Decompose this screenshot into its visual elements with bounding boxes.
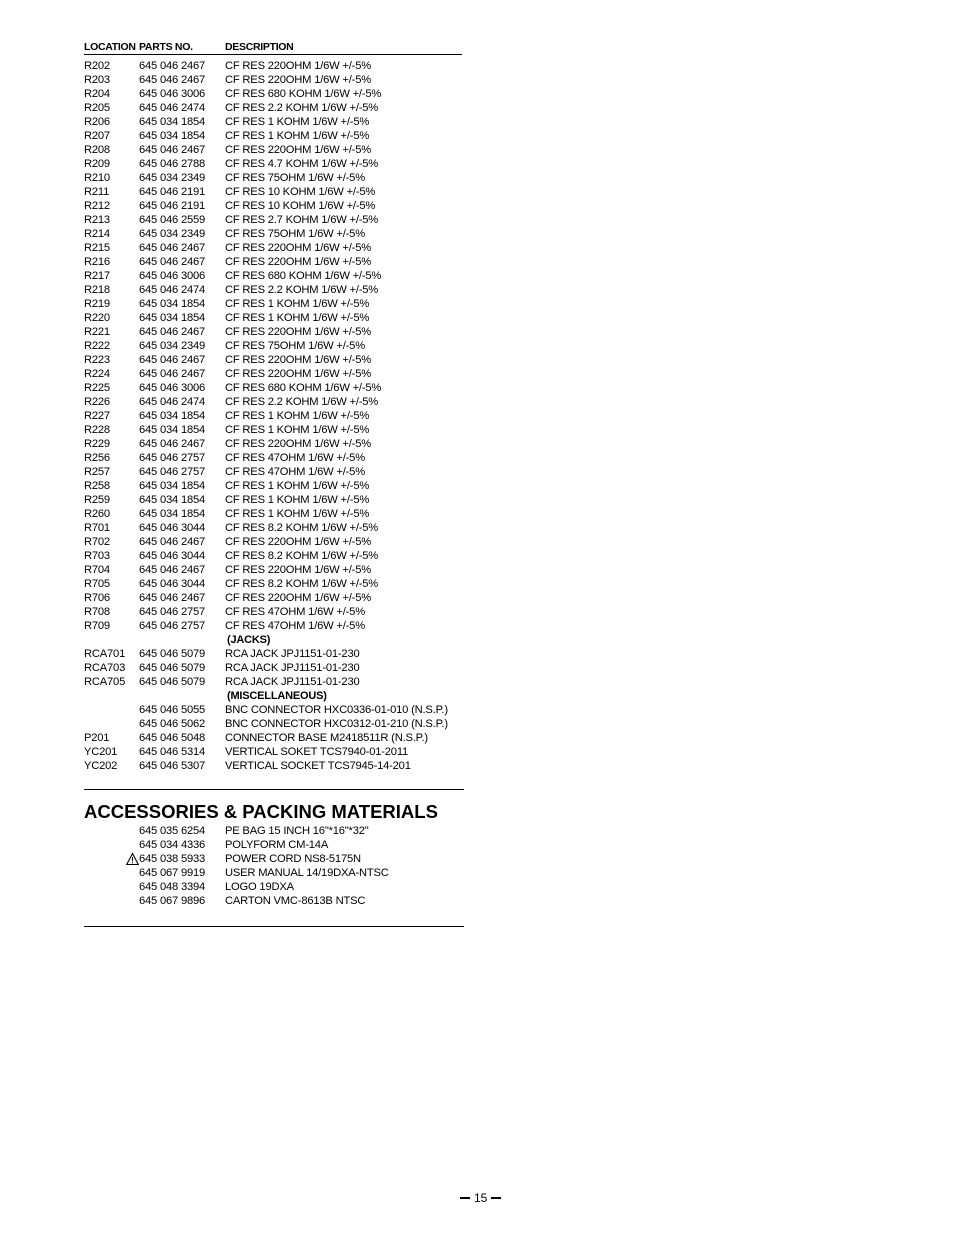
table-row (84, 59, 464, 73)
page-number-dash-left (460, 1197, 470, 1199)
table-row (84, 675, 464, 689)
cell-location: YC202 (84, 760, 118, 772)
cell-location: R259 (84, 494, 110, 506)
cell-location: R228 (84, 424, 110, 436)
parts-no-text: 645 035 6254 (139, 825, 206, 837)
table-row (84, 353, 464, 367)
cell-parts-no: 645 046 3044 (139, 578, 206, 590)
cell-parts-no: 645 046 2467 (139, 592, 206, 604)
cell-location: R209 (84, 158, 110, 170)
accessory-row (84, 880, 464, 894)
cell-location (84, 894, 139, 908)
cell-parts-no (139, 894, 225, 908)
section-divider-bottom (84, 926, 464, 927)
cell-location (84, 824, 139, 838)
cell-parts-no: 645 046 2757 (139, 466, 206, 478)
cell-description: CF RES 47OHM 1/6W +/-5% (225, 452, 365, 464)
table-row (84, 437, 464, 451)
cell-parts-no: 645 034 2349 (139, 172, 206, 184)
cell-description: RCA JACK JPJ1151-01-230 (225, 648, 360, 660)
cell-parts-no: 645 034 1854 (139, 312, 206, 324)
cell-description: CF RES 220OHM 1/6W +/-5% (225, 564, 371, 576)
cell-parts-no: 645 034 1854 (139, 410, 206, 422)
cell-location: R227 (84, 410, 110, 422)
table-row (84, 157, 464, 171)
cell-location: R257 (84, 466, 110, 478)
cell-description: CF RES 8.2 KOHM 1/6W +/-5% (225, 578, 379, 590)
cell-description: CF RES 75OHM 1/6W +/-5% (225, 340, 365, 352)
cell-description: CF RES 220OHM 1/6W +/-5% (225, 256, 371, 268)
table-row (84, 591, 464, 605)
cell-parts-no: 645 046 2467 (139, 438, 206, 450)
cell-description: POLYFORM CM-14A (225, 839, 329, 851)
table-row (84, 661, 464, 675)
cell-location: R222 (84, 340, 110, 352)
cell-description: PE BAG 15 INCH 16"*16"*32" (225, 825, 369, 837)
cell-parts-no: 645 046 2757 (139, 606, 206, 618)
cell-location: R207 (84, 130, 110, 142)
cell-parts-no: 645 046 5307 (139, 760, 206, 772)
cell-location (84, 703, 139, 717)
cell-location: R709 (84, 620, 110, 632)
table-row (84, 269, 464, 283)
cell-parts-no: 645 034 1854 (139, 116, 206, 128)
cell-location: R215 (84, 242, 110, 254)
cell-description: CF RES 1 KOHM 1/6W +/-5% (225, 494, 370, 506)
cell-description: CF RES 10 KOHM 1/6W +/-5% (225, 200, 376, 212)
cell-parts-no: 645 046 3044 (139, 522, 206, 534)
accessories-list (84, 824, 464, 908)
cell-location: R216 (84, 256, 110, 268)
parts-no-text: 645 067 9896 (139, 895, 206, 907)
cell-description: CF RES 220OHM 1/6W +/-5% (225, 354, 371, 366)
cell-description: VERTICAL SOKET TCS7940-01-2011 (225, 746, 409, 758)
table-row (84, 255, 464, 269)
cell-description: CF RES 220OHM 1/6W +/-5% (225, 438, 371, 450)
table-row (84, 283, 464, 297)
cell-parts-no: 645 046 2191 (139, 200, 206, 212)
cell-parts-no: 645 046 2467 (139, 564, 206, 576)
table-row (84, 325, 464, 339)
cell-description: CF RES 10 KOHM 1/6W +/-5% (225, 186, 376, 198)
cell-location: P201 (84, 732, 110, 744)
cell-location: R221 (84, 326, 110, 338)
cell-description: CF RES 1 KOHM 1/6W +/-5% (225, 410, 370, 422)
table-row (84, 423, 464, 437)
cell-parts-no: 645 034 1854 (139, 130, 206, 142)
page-number (456, 1191, 505, 1205)
cell-parts-no: 645 046 3006 (139, 88, 206, 100)
cell-parts-no: 645 046 5055 (139, 704, 206, 716)
table-row (84, 563, 464, 577)
cell-description: CF RES 220OHM 1/6W +/-5% (225, 368, 371, 380)
cell-parts-no (139, 838, 225, 852)
cell-location: R219 (84, 298, 110, 310)
table-row (84, 199, 464, 213)
cell-parts-no: 645 046 2757 (139, 452, 206, 464)
cell-parts-no: 645 046 5048 (139, 732, 206, 744)
cell-parts-no: 645 046 3044 (139, 550, 206, 562)
cell-parts-no: 645 034 1854 (139, 480, 206, 492)
cell-description: USER MANUAL 14/19DXA-NTSC (225, 867, 389, 879)
cell-location: R206 (84, 116, 110, 128)
cell-description: CF RES 4.7 KOHM 1/6W +/-5% (225, 158, 379, 170)
page-number-dash-right (491, 1197, 501, 1199)
header-location: LOCATION (84, 41, 136, 53)
cell-description: RCA JACK JPJ1151-01-230 (225, 662, 360, 674)
cell-location: R229 (84, 438, 110, 450)
table-row (84, 577, 464, 591)
header-description: DESCRIPTION (225, 41, 294, 53)
cell-parts-no: 645 034 2349 (139, 228, 206, 240)
cell-description: CF RES 1 KOHM 1/6W +/-5% (225, 130, 370, 142)
table-row (84, 115, 464, 129)
table-row (84, 409, 464, 423)
table-row (84, 227, 464, 241)
cell-description: CF RES 1 KOHM 1/6W +/-5% (225, 312, 370, 324)
cell-location: R224 (84, 368, 110, 380)
cell-description: LOGO 19DXA (225, 881, 294, 893)
section-heading: (JACKS) (227, 634, 271, 646)
cell-location: R213 (84, 214, 110, 226)
cell-parts-no: 645 034 1854 (139, 298, 206, 310)
table-row (84, 479, 464, 493)
cell-location: R203 (84, 74, 110, 86)
cell-location: R702 (84, 536, 110, 548)
cell-parts-no: 645 046 2191 (139, 186, 206, 198)
table-row (84, 493, 464, 507)
cell-location: R708 (84, 606, 110, 618)
table-row (84, 647, 464, 661)
cell-parts-no: 645 046 2467 (139, 368, 206, 380)
cell-location: R217 (84, 270, 110, 282)
cell-parts-no: 645 046 2467 (139, 144, 206, 156)
section-divider-top (84, 789, 464, 790)
accessory-row (84, 866, 464, 880)
cell-location: R202 (84, 60, 110, 72)
table-row (84, 311, 464, 325)
table-row (84, 339, 464, 353)
cell-parts-no: 645 046 2559 (139, 214, 206, 226)
table-row (84, 185, 464, 199)
cell-description: CF RES 680 KOHM 1/6W +/-5% (225, 88, 382, 100)
cell-location: RCA701 (84, 648, 126, 660)
cell-description: CF RES 1 KOHM 1/6W +/-5% (225, 116, 370, 128)
cell-parts-no: 645 046 2467 (139, 60, 206, 72)
cell-description: CF RES 220OHM 1/6W +/-5% (225, 326, 371, 338)
cell-location: R226 (84, 396, 110, 408)
table-row (84, 213, 464, 227)
cell-location (84, 838, 139, 852)
cell-description: CF RES 680 KOHM 1/6W +/-5% (225, 270, 382, 282)
cell-description: CONNECTOR BASE M2418511R (N.S.P.) (225, 732, 428, 744)
table-row (84, 367, 464, 381)
cell-description: CF RES 220OHM 1/6W +/-5% (225, 592, 371, 604)
cell-location: R210 (84, 172, 110, 184)
page-number-text: 15 (474, 1191, 488, 1205)
cell-location (84, 866, 139, 880)
cell-location: R214 (84, 228, 110, 240)
cell-location: R703 (84, 550, 110, 562)
table-row (84, 241, 464, 255)
cell-location: R705 (84, 578, 110, 590)
cell-description: CF RES 1 KOHM 1/6W +/-5% (225, 508, 370, 520)
cell-location: R223 (84, 354, 110, 366)
cell-description: CF RES 1 KOHM 1/6W +/-5% (225, 480, 370, 492)
cell-description: CF RES 220OHM 1/6W +/-5% (225, 144, 371, 156)
accessories-title: ACCESSORIES & PACKING MATERIALS (84, 801, 438, 822)
cell-location: R225 (84, 382, 110, 394)
cell-parts-no: 645 034 1854 (139, 424, 206, 436)
table-row (84, 395, 464, 409)
cell-location: R204 (84, 88, 110, 100)
table-row (84, 549, 464, 563)
cell-parts-no: 645 034 2349 (139, 340, 206, 352)
table-row (84, 759, 464, 773)
table-row (84, 703, 464, 717)
table-row (84, 73, 464, 87)
cell-description: CF RES 220OHM 1/6W +/-5% (225, 242, 371, 254)
cell-parts-no: 645 046 2467 (139, 326, 206, 338)
table-row (84, 129, 464, 143)
cell-location: RCA705 (84, 676, 126, 688)
cell-description: CF RES 2.2 KOHM 1/6W +/-5% (225, 284, 379, 296)
warning-triangle-icon (126, 852, 139, 866)
table-row (84, 143, 464, 157)
cell-parts-no: 645 046 2467 (139, 74, 206, 86)
parts-table-body (84, 59, 464, 773)
cell-parts-no: 645 046 5079 (139, 648, 206, 660)
cell-parts-no: 645 046 2474 (139, 284, 206, 296)
cell-description: CF RES 220OHM 1/6W +/-5% (225, 536, 371, 548)
table-row (84, 521, 464, 535)
section-heading: (MISCELLANEOUS) (227, 690, 327, 702)
cell-description: CF RES 47OHM 1/6W +/-5% (225, 466, 365, 478)
cell-location (84, 880, 139, 894)
table-row (84, 87, 464, 101)
cell-parts-no (139, 880, 225, 894)
cell-parts-no: 645 046 3006 (139, 382, 206, 394)
cell-location: R258 (84, 480, 110, 492)
table-row (84, 507, 464, 521)
table-row (84, 381, 464, 395)
table-row (84, 101, 464, 115)
cell-description: CF RES 680 KOHM 1/6W +/-5% (225, 382, 382, 394)
cell-description: VERTICAL SOCKET TCS7945-14-201 (225, 760, 411, 772)
parts-no-text: 645 048 3394 (139, 881, 206, 893)
accessory-row (84, 838, 464, 852)
cell-description: CF RES 220OHM 1/6W +/-5% (225, 74, 371, 86)
cell-parts-no: 645 046 2467 (139, 242, 206, 254)
cell-location: R205 (84, 102, 110, 114)
cell-parts-no: 645 046 2757 (139, 620, 206, 632)
parts-no-text: 645 067 9919 (139, 867, 206, 879)
cell-location: R706 (84, 592, 110, 604)
cell-parts-no: 645 046 2467 (139, 354, 206, 366)
cell-parts-no (139, 824, 225, 838)
cell-location: R218 (84, 284, 110, 296)
cell-description: CF RES 1 KOHM 1/6W +/-5% (225, 298, 370, 310)
cell-parts-no: 645 046 2788 (139, 158, 206, 170)
cell-location: R256 (84, 452, 110, 464)
cell-parts-no: 645 034 1854 (139, 508, 206, 520)
parts-list (84, 40, 464, 773)
header-parts-no: PARTS NO. (139, 41, 193, 53)
cell-description: CF RES 75OHM 1/6W +/-5% (225, 228, 365, 240)
cell-location (84, 717, 139, 731)
cell-description: CF RES 75OHM 1/6W +/-5% (225, 172, 365, 184)
cell-description: CF RES 2.2 KOHM 1/6W +/-5% (225, 396, 379, 408)
table-row (84, 297, 464, 311)
table-row (84, 171, 464, 185)
table-row (84, 731, 464, 745)
cell-location: R208 (84, 144, 110, 156)
table-row (84, 535, 464, 549)
cell-description: CF RES 2.2 KOHM 1/6W +/-5% (225, 102, 379, 114)
cell-location: R701 (84, 522, 110, 534)
cell-parts-no: 645 046 2467 (139, 536, 206, 548)
table-row (84, 745, 464, 759)
cell-description: CF RES 8.2 KOHM 1/6W +/-5% (225, 522, 379, 534)
cell-parts-no (139, 852, 225, 866)
cell-location: R212 (84, 200, 110, 212)
cell-description: CF RES 2.7 KOHM 1/6W +/-5% (225, 214, 379, 226)
parts-no-text: 645 034 4336 (139, 839, 206, 851)
table-row (84, 619, 464, 633)
cell-parts-no: 645 046 5079 (139, 662, 206, 674)
cell-parts-no: 645 046 3006 (139, 270, 206, 282)
cell-parts-no: 645 046 5062 (139, 718, 206, 730)
cell-location: R704 (84, 564, 110, 576)
cell-description: CF RES 220OHM 1/6W +/-5% (225, 60, 371, 72)
cell-parts-no: 645 046 2474 (139, 396, 206, 408)
cell-location: R220 (84, 312, 110, 324)
cell-location: R211 (84, 186, 110, 198)
cell-parts-no: 645 046 5314 (139, 746, 206, 758)
cell-description: CF RES 47OHM 1/6W +/-5% (225, 606, 365, 618)
cell-location: RCA703 (84, 662, 126, 674)
parts-no-text: 645 038 5933 (139, 853, 206, 865)
cell-parts-no (139, 866, 225, 880)
cell-location: R260 (84, 508, 110, 520)
parts-table-header (84, 40, 462, 55)
accessory-row (84, 824, 464, 838)
cell-parts-no: 645 034 1854 (139, 494, 206, 506)
table-row (84, 465, 464, 479)
cell-description: CF RES 8.2 KOHM 1/6W +/-5% (225, 550, 379, 562)
cell-location: YC201 (84, 746, 118, 758)
table-row (84, 451, 464, 465)
accessory-row (84, 894, 464, 908)
cell-parts-no: 645 046 2474 (139, 102, 206, 114)
accessory-row (84, 852, 464, 866)
table-row (84, 717, 464, 731)
cell-description: CARTON VMC-8613B NTSC (225, 895, 366, 907)
cell-description: BNC CONNECTOR HXC0336-01-010 (N.S.P.) (225, 704, 448, 716)
cell-description: CF RES 47OHM 1/6W +/-5% (225, 620, 365, 632)
cell-parts-no: 645 046 5079 (139, 676, 206, 688)
cell-parts-no: 645 046 2467 (139, 256, 206, 268)
cell-description: CF RES 1 KOHM 1/6W +/-5% (225, 424, 370, 436)
cell-description: RCA JACK JPJ1151-01-230 (225, 676, 360, 688)
cell-description: BNC CONNECTOR HXC0312-01-210 (N.S.P.) (225, 718, 448, 730)
table-row (84, 605, 464, 619)
cell-description: POWER CORD NS8-5175N (225, 853, 361, 865)
